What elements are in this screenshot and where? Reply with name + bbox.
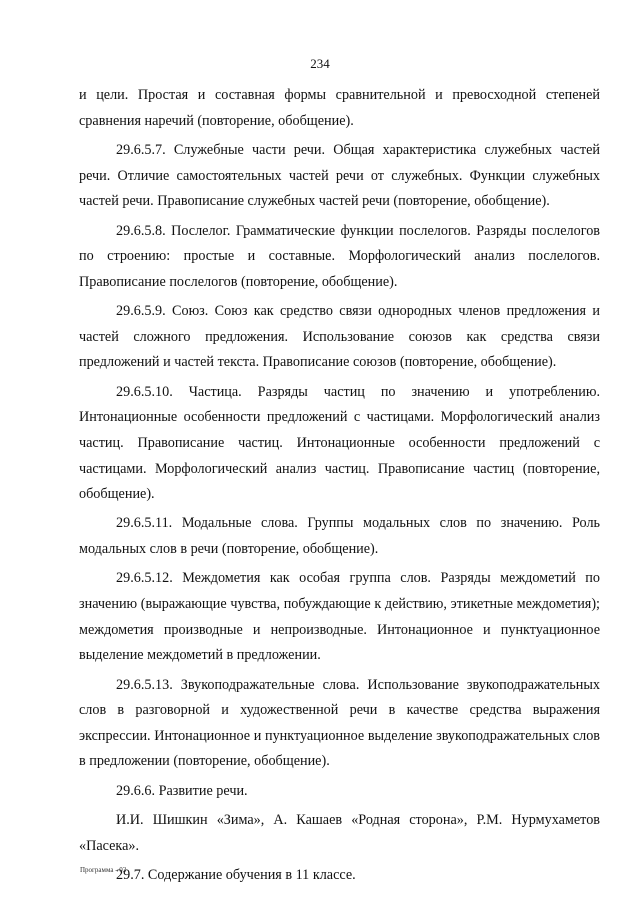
paragraph-conjunctions: 29.6.5.9. Союз. Союз как средство связи однородных членов предложения и частей сложного предложения. Использование союзов как средства связи предложений и частей текста. Правописание союзов (повторение, обобщение). xyxy=(79,303,600,371)
paragraph-postpositions: 29.6.5.8. Послелог. Грамматические функции послелогов. Разряды послелогов по строению: простые и составные. Морфологический анализ послелогов. Правописание послелогов (повторение, обобщение). xyxy=(79,222,600,290)
page-content xyxy=(79,83,600,893)
paragraph-speech-development: 29.6.6. Развитие речи. xyxy=(116,782,248,799)
paragraph-onomatopoeia: 29.6.5.13. Звукоподражательные слова. Использование звукоподражательных слов в разговорной и художественной речи в качестве средства выражения экспрессии. Интонационное и пунктуационное выделение звукоподражательных слов в предложении (повторение, обобщение). xyxy=(79,676,600,770)
paragraph-grade-11: 29.7. Содержание обучения в 11 классе. xyxy=(116,867,356,884)
paragraph-artworks: И.И. Шишкин «Зима», А. Кашаев «Родная сторона», Р.М. Нурмухаметов «Пасека». xyxy=(79,812,600,854)
paragraph-particles: 29.6.5.10. Частица. Разряды частиц по значению и употреблению. Интонационные особенности предложений с частицами. Морфологический анализ частиц. Правописание частиц. Интонационные особенности предложений с частицами. Морфологический анализ частиц. Правописание частиц (повторение, обобщение). xyxy=(79,383,600,503)
paragraph-interjections: 29.6.5.12. Междометия как особая группа слов. Разряды междометий по значению (выражающие чувства, побуждающие к действию, этикетные междометия); междометия производные и непроизводные. Интонационное и пунктуационное выделение междометий в предложении. xyxy=(79,570,600,664)
footer-note: Программа - 03 xyxy=(80,866,127,874)
page-number: 234 xyxy=(310,56,330,71)
paragraph-modal-words: 29.6.5.11. Модальные слова. Группы модальных слов по значению. Роль модальных слов в речи (повторение, обобщение). xyxy=(79,515,600,558)
paragraph-continuation: и цели. Простая и составная формы сравнительной и превосходной степеней сравнения наречий (повторение, обобщение). xyxy=(79,87,600,129)
paragraph-function-words: 29.6.5.7. Служебные части речи. Общая характеристика служебных частей речи. Отличие самостоятельных частей речи от служебных. Функции служебных частей речи. Правописание служебных частей речи (повторение, обобщение). xyxy=(79,141,600,210)
